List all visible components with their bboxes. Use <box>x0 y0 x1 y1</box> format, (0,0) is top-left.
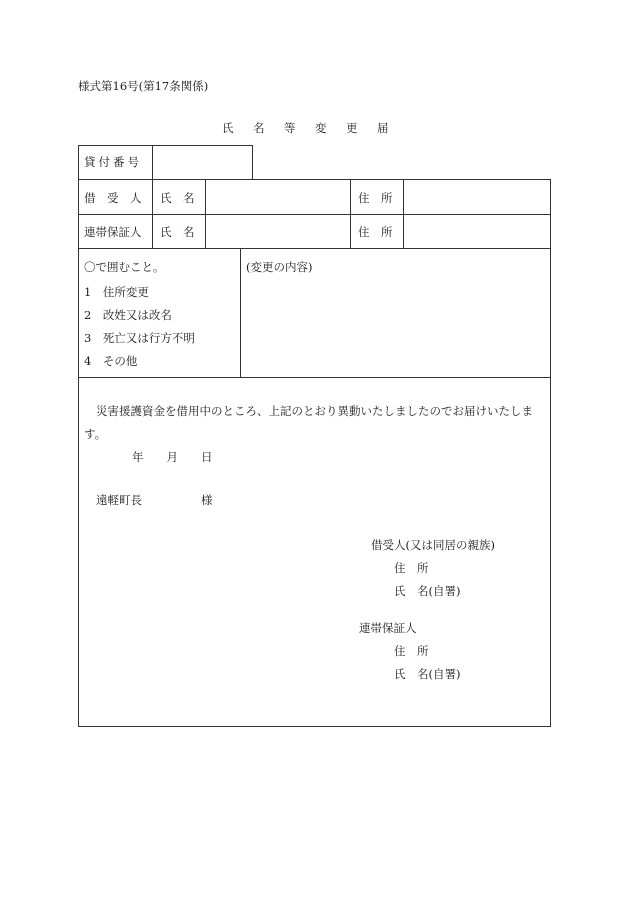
guarantor-address-field[interactable] <box>404 215 549 247</box>
borrower-label: 借 受 人 <box>84 191 142 205</box>
loan-number-label: 貸付番号 <box>84 155 142 169</box>
guarantor-name-label: 氏 名 <box>160 225 195 239</box>
borrower-name-field[interactable] <box>206 180 349 213</box>
form-number: 様式第16号(第17条関係) <box>78 79 209 93</box>
statement-line-2: す。 <box>84 427 107 441</box>
change-details-label: (変更の内容) <box>246 260 313 274</box>
guarantor-address-label: 住 所 <box>358 225 393 239</box>
loan-number-field[interactable] <box>153 146 251 179</box>
honorific: 様 <box>201 493 213 507</box>
signer2-address: 住 所 <box>394 644 429 658</box>
signer1-address: 住 所 <box>394 561 429 575</box>
signer2-heading: 連帯保証人 <box>359 621 417 635</box>
change-option[interactable]: 4 その他 <box>84 354 138 368</box>
guarantor-label: 連帯保証人 <box>84 225 142 239</box>
change-option[interactable]: 3 死亡又は行方不明 <box>84 331 195 345</box>
borrower-address-label: 住 所 <box>358 191 393 205</box>
change-details-field[interactable] <box>241 276 549 376</box>
addressee: 遠軽町長 <box>96 493 142 507</box>
guarantor-name-field[interactable] <box>206 215 349 247</box>
form-title: 氏 名 等 変 更 届 <box>222 121 393 135</box>
change-option[interactable]: 1 住所変更 <box>84 285 149 299</box>
statement-line-1: 災害援護資金を借用中のところ、上記のとおり異動いたしましたのでお届けいたしま <box>96 404 533 418</box>
borrower-name-label: 氏 名 <box>160 191 195 205</box>
signer2-name: 氏 名(自署) <box>394 667 461 681</box>
signer1-heading: 借受人(又は同居の親族) <box>371 538 495 552</box>
change-option[interactable]: 2 改姓又は改名 <box>84 308 172 322</box>
signer1-name: 氏 名(自署) <box>394 584 461 598</box>
date-line: 年 月 日 <box>132 450 213 464</box>
change-instruction: 〇で囲むこと。 <box>84 260 165 274</box>
borrower-address-field[interactable] <box>404 180 549 213</box>
